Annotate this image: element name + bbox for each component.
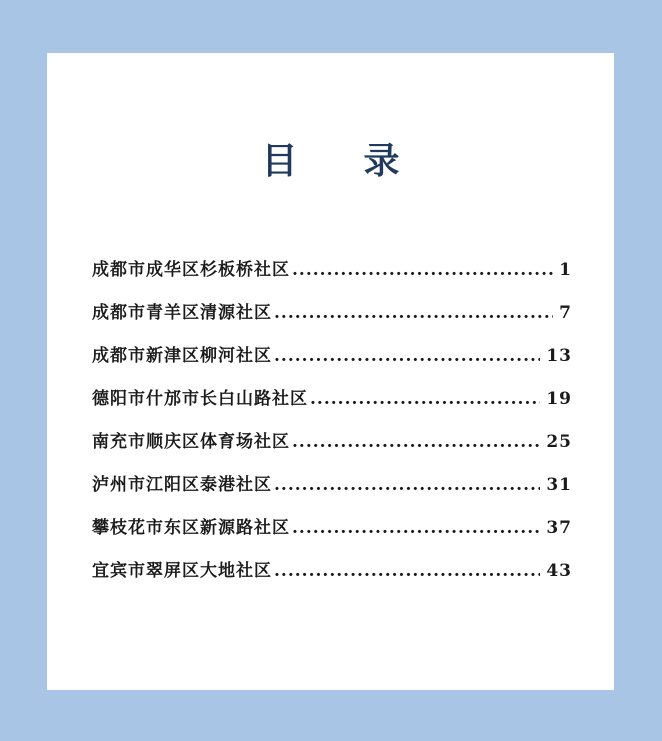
toc-entry-label: 成都市新津区柳河社区 [92, 346, 272, 366]
toc-entry-page: 7 [559, 303, 572, 323]
toc-entry-page: 31 [546, 475, 572, 495]
toc-entry[interactable] [92, 298, 572, 341]
toc-leader-dots [274, 303, 553, 323]
toc-entry-page: 43 [546, 561, 572, 581]
toc-entry[interactable] [92, 556, 572, 599]
toc-entry-label: 宜宾市翠屏区大地社区 [92, 561, 272, 581]
toc-leader-dots [310, 389, 540, 409]
toc-leader-dots [274, 561, 540, 581]
toc-entry[interactable] [92, 384, 572, 427]
toc-entry-page: 13 [546, 346, 572, 366]
toc-entry[interactable] [92, 341, 572, 384]
toc-entry-label: 泸州市江阳区泰港社区 [92, 475, 272, 495]
toc-leader-dots [274, 475, 540, 495]
toc-leader-dots [292, 518, 540, 538]
title-char-right: 录 [363, 140, 400, 182]
toc-leader-dots [292, 260, 553, 280]
table-of-contents [92, 255, 572, 599]
toc-entry-label: 南充市顺庆区体育场社区 [92, 432, 290, 452]
toc-entry-label: 成都市青羊区清源社区 [92, 303, 272, 323]
toc-leader-dots [274, 346, 540, 366]
toc-entry-label: 德阳市什邡市长白山路社区 [92, 389, 308, 409]
toc-entry[interactable] [92, 470, 572, 513]
toc-entry-page: 25 [546, 432, 572, 452]
toc-leader-dots [292, 432, 540, 452]
page-title [47, 139, 614, 183]
toc-entry[interactable] [92, 513, 572, 556]
toc-entry-page: 1 [559, 260, 572, 280]
toc-entry[interactable] [92, 427, 572, 470]
toc-entry[interactable] [92, 255, 572, 298]
toc-entry-page: 19 [546, 389, 572, 409]
toc-entry-label: 攀枝花市东区新源路社区 [92, 518, 290, 538]
title-char-left: 目 [261, 140, 298, 182]
document-page [47, 53, 614, 690]
toc-entry-label: 成都市成华区杉板桥社区 [92, 260, 290, 280]
toc-entry-page: 37 [546, 518, 572, 538]
